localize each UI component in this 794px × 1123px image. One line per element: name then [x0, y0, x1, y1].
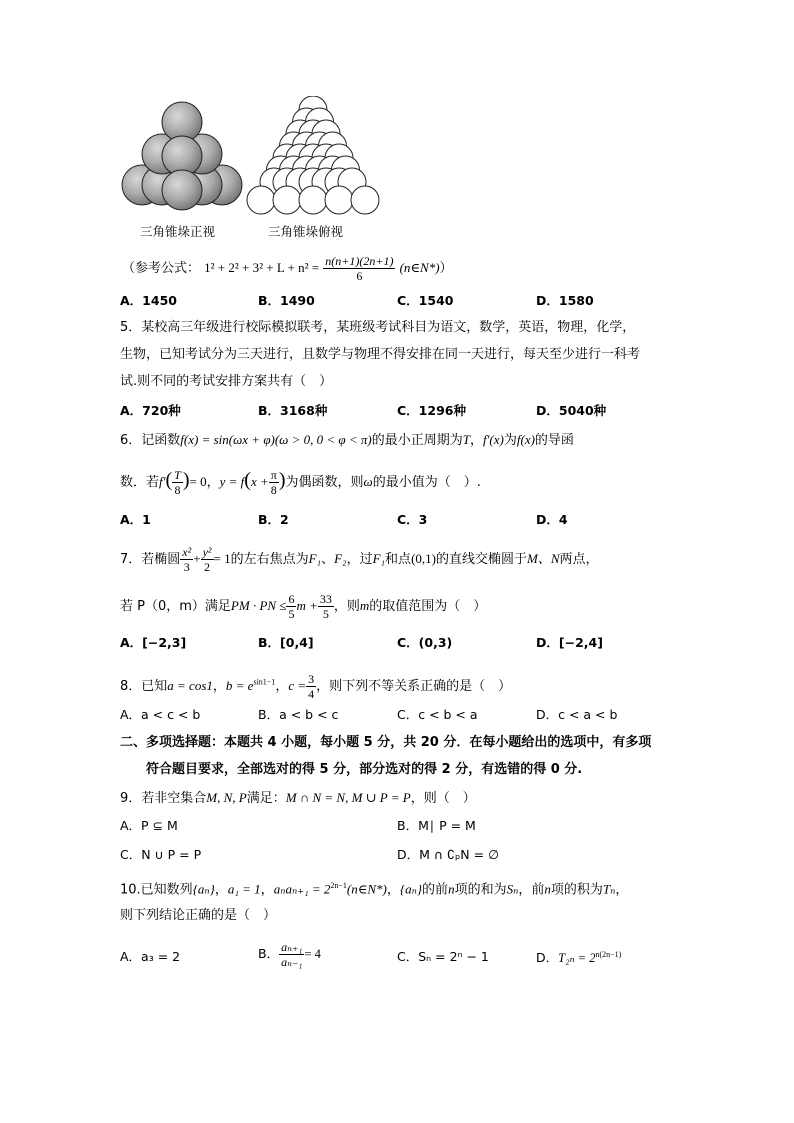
q9-option-b[interactable]: B．M∣ P = M	[397, 818, 476, 833]
q7-text-a: 7．若椭圆	[120, 552, 181, 567]
q8-frac	[306, 672, 316, 701]
q6-fraction-t8	[172, 468, 183, 497]
q8-text-a: 8．已知	[120, 679, 168, 694]
q7-frac-x	[180, 545, 193, 574]
q8-text-d: ，则下列不等关系正确的是（ ）	[316, 679, 512, 694]
q5-option-a[interactable]: A．720种	[120, 403, 181, 418]
q10-rec-cond: (n∈N*)	[346, 881, 387, 897]
q6-option-b[interactable]: B．2	[258, 512, 289, 527]
q7-text-i: 的取值范围为（ ）	[369, 599, 487, 614]
q5-line-1: 5．某校高三年级进行校际模拟联考，某班级考试科目为语文，数学，英语，物理，化学，	[120, 320, 636, 335]
q10-option-c[interactable]: C．Sₙ = 2ⁿ − 1	[397, 949, 489, 964]
q10-option-b-eq: = 4	[304, 947, 321, 961]
figure-caption-top: 三角锥垛俯视	[268, 224, 344, 239]
q10-seq-2: {aₙ}	[399, 881, 423, 897]
q6-text-g: ，	[206, 475, 220, 490]
q4-option-a[interactable]: A．1450	[120, 293, 177, 308]
q6-fx: f(x)	[516, 432, 535, 447]
top-view-sphere	[325, 186, 353, 214]
q6-text-e: 的导函	[534, 433, 574, 448]
q6-eq-zero: = 0	[189, 474, 207, 489]
q7-sep: 、	[321, 552, 335, 567]
q8-c-expr: c =	[288, 678, 307, 693]
q7-frac-y	[201, 545, 214, 574]
q7-frac-65-num: 6	[288, 592, 295, 606]
q8-line	[120, 672, 511, 701]
q10-option-b-num: aₙ₊₁	[281, 940, 303, 954]
q6-text-a: 6．记函数	[120, 433, 181, 448]
q7-plus: +	[193, 551, 201, 566]
q6-x: x +	[250, 474, 269, 489]
q8-b-exponent: sin1−1	[253, 677, 276, 687]
q7-frac-y-den: 2	[204, 560, 211, 574]
q8-frac-num: 3	[308, 672, 315, 686]
q7-frac-65	[286, 592, 296, 621]
q6-text-b: 的最小正周期为	[371, 433, 463, 448]
q6-derivative-2: f′	[159, 474, 166, 489]
figure-caption-front: 三角锥垛正视	[140, 224, 216, 239]
q7-point: (0,1)	[411, 551, 436, 566]
q7-line-2	[120, 592, 486, 621]
q10-n2: n	[544, 881, 551, 897]
q7-frac-y-num: y²	[202, 545, 212, 559]
q9-line	[120, 788, 476, 809]
q9-option-c[interactable]: C．N ∪ P = P	[120, 847, 202, 862]
q7-option-c[interactable]: C．(0,3)	[397, 635, 453, 650]
q10-option-d-label: D．	[536, 950, 559, 966]
q7-option-d[interactable]: D．[−2,4]	[536, 635, 603, 650]
q7-f2: F₂	[334, 551, 347, 566]
reference-formula	[122, 254, 453, 283]
top-view-sphere	[247, 186, 275, 214]
q7-mn: M、N	[527, 551, 560, 566]
formula-suffix: ）	[439, 261, 453, 276]
section-2-heading-line-2: 符合题目要求，全部选对的得 5 分，部分选对的得 2 分，有选错的得 0 分.	[146, 762, 583, 777]
q6-frac2-num: π	[270, 468, 277, 482]
top-view-sphere	[273, 186, 301, 214]
q7-option-a[interactable]: A．[−2,3]	[120, 635, 187, 650]
q8-option-b[interactable]: B．a < b < c	[258, 707, 339, 722]
formula-prefix: （参考公式：	[122, 261, 201, 276]
q7-frac-65-den: 5	[288, 607, 295, 621]
q10-text-b: ，	[214, 882, 228, 898]
q4-option-d[interactable]: D．1580	[536, 293, 594, 308]
q10-text-f: 项的和为	[454, 882, 507, 898]
q7-text-d: 和点	[385, 552, 412, 567]
q10-sn: Sₙ	[506, 881, 519, 897]
q6-text-d: 为	[503, 433, 517, 448]
q10-option-b-label: B．	[258, 946, 280, 961]
q10-text-i: ，	[615, 882, 629, 898]
q6-line-2: 数．若f′( $\frac{T}{8}$ )= 0，y = f(x + $\frac{\pi}{8}$ )为偶函数，则ω的最小值为（ ）.	[120, 468, 481, 497]
q8-a-expr: a = cos1	[167, 678, 213, 693]
q4-option-c[interactable]: C．1540	[397, 293, 454, 308]
q10-tn: Tₙ	[602, 881, 616, 897]
q7-option-b[interactable]: B．[0,4]	[258, 635, 314, 650]
q6-y: y = f	[219, 474, 245, 489]
section-2-heading-line-1: 二、多项选择题：本题共 4 小题，每小题 5 分，共 20 分．在每小题给出的选项中，有多项	[120, 735, 652, 750]
q8-option-d[interactable]: D．c < a < b	[536, 707, 618, 722]
q5-option-d[interactable]: D．5040种	[536, 403, 607, 418]
q7-f1: F₁	[308, 551, 322, 566]
q10-text-a: 10.已知数列	[120, 882, 193, 898]
top-view-sphere	[351, 186, 379, 214]
q5-option-b[interactable]: B．3168种	[258, 403, 328, 418]
q10-option-d-expr: T₂ₙ = 2	[558, 951, 596, 966]
q7-line-1	[120, 545, 599, 574]
q4-option-b[interactable]: B．1490	[258, 293, 315, 308]
q10-option-b[interactable]	[258, 940, 321, 969]
q10-a1: a₁ = 1	[227, 881, 261, 897]
q9-option-d[interactable]: D．M ∩ ∁ₚN = ∅	[397, 847, 499, 862]
q5-option-c[interactable]: C．1296种	[397, 403, 466, 418]
top-view-sphere	[299, 186, 327, 214]
q7-text-h: ，则	[333, 599, 360, 614]
q6-option-a[interactable]: A．1	[120, 512, 151, 527]
q10-option-b-den: aₙ₋₁	[281, 955, 303, 969]
q7-text-c: ，过	[346, 552, 373, 567]
q10-text-e: 的前	[422, 882, 449, 898]
q7-m-plus: m +	[296, 598, 318, 613]
q8-option-a[interactable]: A．a < c < b	[120, 707, 201, 722]
q10-recurrence: aₙaₙ₊₁ = 2	[273, 881, 331, 897]
q9-sets: M, N, P	[206, 790, 247, 805]
q6-derivative: f′(x)	[482, 432, 504, 447]
q7-m: m	[359, 598, 370, 613]
pyramid-top-view-figure	[246, 96, 380, 218]
q8-frac-den: 4	[308, 687, 315, 701]
formula-fraction	[323, 254, 395, 283]
q6-text-f: 数．若	[120, 475, 160, 490]
q9-text-b: 满足：	[246, 791, 286, 806]
q7-text-e: 的直线交椭圆于	[435, 552, 527, 567]
q8-b-expr: b = e	[225, 678, 254, 693]
q10-text-c: ，	[260, 882, 274, 898]
q7-text-g: 若 P（0，m）满足	[120, 599, 231, 614]
q7-eq: = 1	[213, 551, 231, 566]
q6-option-c[interactable]: C．3	[397, 512, 428, 527]
q6-frac2-den: 8	[270, 483, 277, 497]
q10-n1: n	[448, 881, 455, 897]
q10-rec-exponent: 2n−1	[330, 881, 347, 890]
q7-frac-335	[318, 592, 334, 621]
q10-text-h: 项的积为	[550, 882, 603, 898]
q10-option-b-fraction	[279, 940, 304, 969]
q6-function: f(x) = sin(ωx + φ)(ω > 0, 0 < φ < π)	[180, 432, 372, 447]
q6-option-d[interactable]: D．4	[536, 512, 568, 527]
q6-frac1-num: T	[174, 468, 181, 482]
q6-frac1-den: 8	[174, 483, 181, 497]
q6-omega: ω	[363, 474, 373, 489]
q10-seq: {aₙ}	[192, 881, 215, 897]
q6-text-c: ，	[469, 433, 483, 448]
q7-frac-x-den: 3	[183, 560, 190, 574]
q6-period: T	[462, 432, 470, 447]
q6-line-1	[120, 430, 574, 451]
formula-denominator: 6	[356, 269, 363, 283]
q6-text-h: 为偶函数，则	[285, 475, 364, 490]
q10-line-1	[120, 876, 628, 900]
q9-text-c: ，则（ ）	[410, 791, 476, 806]
q7-text-b: 的左右焦点为	[230, 552, 309, 567]
q9-condition: M ∩ N = N, M ∪ P = P	[285, 790, 411, 805]
q6-text-i: 的最小值为（ ）.	[372, 475, 481, 490]
pyramid-front-view-figure	[118, 98, 246, 213]
q9-text-a: 9．若非空集合	[120, 791, 207, 806]
formula-condition: (n∈N*)	[399, 260, 440, 275]
q10-option-d[interactable]	[536, 946, 621, 967]
q8-text-b: ，	[212, 679, 226, 694]
q10-text-d: ，	[386, 882, 400, 898]
q5-line-2: 生物，已知考试分为三天进行，且数学与物理不得安排在同一天进行，每天至少进行一科考	[120, 347, 641, 362]
q7-vector-product: PM · PN ≤	[230, 598, 287, 613]
q7-frac-335-den: 5	[322, 607, 329, 621]
q10-option-a[interactable]: A．a₃ = 2	[120, 949, 181, 964]
q7-frac-x-num: x²	[182, 545, 192, 559]
q10-text-g: ，前	[518, 882, 545, 898]
q7-text-f: 两点，	[559, 552, 599, 567]
q8-text-c: ，	[275, 679, 289, 694]
q10-option-d-exponent: n(2n−1)	[595, 950, 622, 959]
q7-frac-335-num: 33	[319, 592, 332, 606]
q8-option-c[interactable]: C．c < b < a	[397, 707, 478, 722]
q6-fraction-pi8	[269, 468, 279, 497]
q9-option-a[interactable]: A．P ⊆ M	[120, 818, 178, 833]
q10-line-2: 则下列结论正确的是（ ）	[120, 908, 277, 923]
q7-f1b: F₁	[372, 551, 386, 566]
formula-lhs: 1² + 2² + 3² + L + n² =	[204, 260, 320, 275]
formula-numerator: n(n+1)(2n+1)	[325, 254, 394, 268]
q5-line-3: 试.则不同的考试安排方案共有（ ）	[120, 374, 333, 389]
